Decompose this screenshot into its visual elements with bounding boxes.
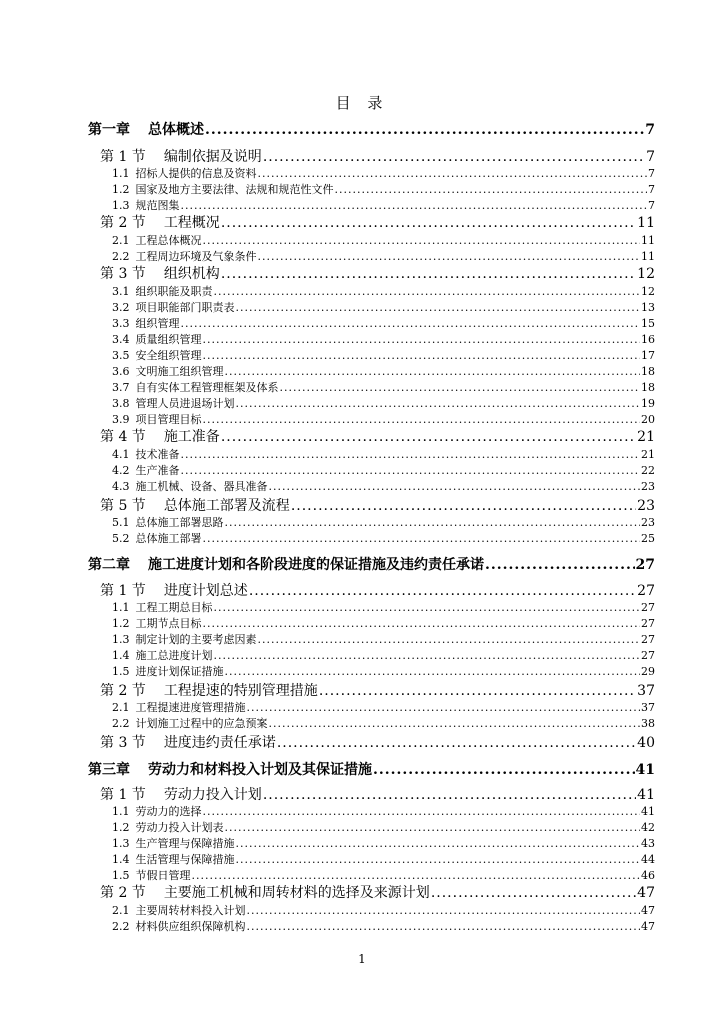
toc-entry-item[interactable]: [112, 664, 655, 679]
toc-entry-number: 2.1: [112, 701, 130, 714]
toc-entry-item[interactable]: [112, 868, 655, 883]
toc-entry-page: 11: [641, 234, 655, 247]
toc-entry-label: [100, 497, 290, 516]
toc-entry-page: 22: [641, 464, 655, 477]
toc-entry-text: 工程提速进度管理措施: [135, 701, 246, 714]
toc-leader-dots: [203, 616, 641, 631]
toc-leader-dots: [263, 786, 636, 805]
toc-entry-text: 主要施工机械和周转材料的选择及来源计划: [163, 885, 430, 901]
toc-entry-label: [112, 348, 202, 363]
toc-entry-number: 第 1 节: [100, 583, 146, 599]
toc-entry-text: 编制依据及说明: [163, 149, 262, 165]
toc-entry-label: [100, 786, 262, 805]
toc-entry-number: 2.1: [112, 904, 130, 917]
toc-entry-label: [88, 760, 372, 780]
toc-entry-item[interactable]: [112, 182, 655, 197]
toc-entry-text: 项目职能部门职责表: [135, 301, 235, 314]
toc-entry-item[interactable]: [112, 249, 655, 264]
toc-entry-number: 1.3: [112, 633, 130, 646]
toc-entry-text: 质量组织管理: [135, 333, 202, 346]
toc-entry-number: 1.2: [112, 183, 130, 196]
toc-entry-text: 技术准备: [135, 448, 180, 461]
toc-leader-dots: [236, 396, 641, 411]
toc-entry-label: [100, 734, 276, 753]
toc-entry-page: 18: [641, 381, 655, 394]
toc-entry-item[interactable]: [112, 166, 655, 181]
toc-leader-dots: [225, 515, 641, 530]
toc-leader-dots: [203, 332, 641, 347]
toc-entry-number: 1.2: [112, 821, 130, 834]
toc-entry-number: 3.9: [112, 413, 130, 426]
toc-leader-dots: [258, 632, 641, 647]
toc-entry-page: 37: [637, 683, 655, 699]
toc-entry-label: [112, 868, 191, 883]
toc-entry-text: 文明施工组织管理: [135, 365, 224, 378]
toc-entry-label: [112, 300, 235, 315]
toc-entry-number: 1.3: [112, 837, 130, 850]
toc-leader-dots: [192, 868, 641, 883]
toc-entry-item[interactable]: [112, 316, 655, 331]
toc-entry-number: 1.5: [112, 869, 130, 882]
toc-entry-label: [112, 332, 202, 347]
toc-entry-page: 7: [648, 167, 655, 180]
toc-entry-item[interactable]: [112, 700, 655, 715]
toc-entry-item[interactable]: [112, 396, 655, 411]
toc-entry-label: [100, 582, 248, 601]
toc-entry-label: [88, 120, 204, 140]
toc-entry-page: 15: [641, 317, 655, 330]
toc-entry-item[interactable]: [112, 903, 655, 918]
toc-entry-page: 12: [641, 285, 655, 298]
toc-entry-page: 27: [641, 617, 655, 630]
toc-entry-number: 5.2: [112, 532, 130, 545]
toc-entry-page: 27: [641, 601, 655, 614]
toc-entry-label: [112, 380, 279, 395]
toc-leader-dots: [249, 582, 636, 601]
page-number: 1: [358, 952, 366, 966]
toc-entry-number: 3.6: [112, 365, 130, 378]
toc-leader-dots: [319, 682, 636, 701]
toc-entry-label: [112, 852, 235, 867]
toc-entry-item[interactable]: [112, 300, 655, 315]
toc-entry-page: 7: [646, 149, 655, 165]
toc-leader-dots: [203, 412, 641, 427]
toc-entry-label: [112, 316, 180, 331]
toc-entry-page: 29: [641, 665, 655, 678]
toc-entry-number: 1.2: [112, 617, 130, 630]
toc-entry-page: 21: [637, 429, 655, 445]
toc-entry-label: [112, 632, 257, 647]
toc-entry-number: 3.8: [112, 397, 130, 410]
toc-entry-number: 第 2 节: [100, 215, 146, 231]
toc-entry-chapter[interactable]: [88, 760, 655, 780]
toc-entry-text: 管理人员进退场计划: [135, 397, 235, 410]
toc-entry-item[interactable]: [112, 804, 655, 819]
toc-entry-page: 37: [641, 701, 655, 714]
toc-entry-number: 2.2: [112, 920, 130, 933]
toc-entry-item[interactable]: [112, 198, 655, 213]
toc-entry-item[interactable]: [112, 233, 655, 248]
toc-entry-item[interactable]: [112, 348, 655, 363]
toc-leader-dots: [221, 214, 636, 233]
toc-entry-page: 27: [641, 633, 655, 646]
toc-entry-item[interactable]: [112, 332, 655, 347]
toc-entry-label: [112, 820, 224, 835]
toc-entry-text: 劳动力和材料投入计划及其保证措施: [148, 762, 372, 778]
toc-entry-item[interactable]: [112, 531, 655, 546]
toc-leader-dots: [269, 716, 641, 731]
toc-entry-page: 27: [641, 649, 655, 662]
toc-entry-number: 5.1: [112, 516, 130, 529]
toc-entry-number: 第 5 节: [100, 498, 146, 514]
toc-entry-text: 安全组织管理: [135, 349, 202, 362]
toc-entry-section[interactable]: [100, 682, 655, 701]
toc-entry-number: 第二章: [88, 557, 130, 573]
toc-entry-text: 工程工期总目标: [135, 601, 213, 614]
toc-entry-text: 生产管理与保障措施: [135, 837, 235, 850]
toc-entry-label: [112, 233, 202, 248]
toc-entry-page: 16: [641, 333, 655, 346]
toc-entry-page: 25: [641, 532, 655, 545]
toc-leader-dots: [431, 884, 636, 903]
toc-leader-dots: [205, 120, 644, 140]
toc-leader-dots: [221, 428, 636, 447]
toc-entry-label: [112, 600, 213, 615]
toc-entry-number: 第 3 节: [100, 735, 146, 751]
toc-entry-number: 4.2: [112, 464, 130, 477]
toc-entry-text: 制定计划的主要考虑因素: [135, 633, 257, 646]
toc-entry-item[interactable]: [112, 648, 655, 663]
toc-entry-number: 第 1 节: [100, 787, 146, 803]
toc-entry-label: [112, 664, 224, 679]
toc-leader-dots: [214, 648, 641, 663]
toc-entry-section[interactable]: [100, 786, 655, 805]
toc-entry-item[interactable]: [112, 463, 655, 478]
toc-entry-label: [112, 836, 235, 851]
toc-entry-page: 27: [635, 557, 655, 573]
toc-entry-label: [112, 412, 202, 427]
toc-entry-text: 组织管理: [135, 317, 180, 330]
toc-entry-page: 41: [635, 762, 655, 778]
toc-entry-section[interactable]: [100, 497, 655, 516]
toc-entry-text: 生活管理与保障措施: [135, 853, 235, 866]
toc-entry-label: [112, 364, 224, 379]
toc-entry-number: 1.4: [112, 649, 130, 662]
toc-entry-text: 工期节点目标: [135, 617, 202, 630]
toc-entry-page: 11: [637, 215, 655, 231]
toc-leader-dots: [247, 919, 641, 934]
toc-entry-number: 1.1: [112, 601, 130, 614]
toc-entry-text: 生产准备: [135, 464, 180, 477]
toc-entry-number: 1.1: [112, 167, 130, 180]
toc-entry-section[interactable]: [100, 884, 655, 903]
toc-entry-text: 组织职能及职责: [135, 285, 213, 298]
toc-leader-dots: [236, 300, 641, 315]
toc-entry-item[interactable]: [112, 836, 655, 851]
toc-entry-text: 工程周边环境及气象条件: [135, 250, 257, 263]
toc-entry-text: 材料供应组织保障机构: [135, 920, 246, 933]
toc-entry-text: 施工总进度计划: [135, 649, 213, 662]
toc-entry-page: 41: [641, 805, 655, 818]
toc-leader-dots: [181, 463, 641, 478]
toc-entry-text: 进度计划保证措施: [135, 665, 224, 678]
toc-entry-chapter[interactable]: [88, 555, 655, 575]
toc-entry-text: 主要周转材料投入计划: [135, 904, 246, 917]
toc-entry-section[interactable]: [100, 214, 655, 233]
toc-entry-label: [100, 428, 220, 447]
toc-entry-label: [100, 148, 262, 167]
toc-leader-dots: [373, 760, 635, 780]
toc-entry-label: [100, 214, 220, 233]
toc-entry-item[interactable]: [112, 852, 655, 867]
toc-entry-label: [88, 555, 484, 575]
toc-entry-label: [112, 515, 224, 530]
toc-entry-section[interactable]: [100, 265, 655, 284]
toc-leader-dots: [203, 531, 641, 546]
toc-leader-dots: [225, 664, 641, 679]
toc-entry-page: 47: [641, 904, 655, 917]
toc-entry-section[interactable]: [100, 428, 655, 447]
toc-entry-number: 3.7: [112, 381, 130, 394]
toc-entry-page: 23: [641, 480, 655, 493]
toc-entry-page: 7: [648, 199, 655, 212]
toc-entry-text: 工程概况: [163, 215, 220, 231]
toc-entry-text: 总体施工部署及流程: [163, 498, 290, 514]
toc-entry-text: 规范图集: [135, 199, 180, 212]
toc-entry-text: 工程总体概况: [135, 234, 202, 247]
toc-entry-text: 工程提速的特别管理措施: [163, 683, 318, 699]
toc-entry-number: 第 4 节: [100, 429, 146, 445]
toc-entry-page: 7: [648, 183, 655, 196]
toc-leader-dots: [258, 166, 648, 181]
toc-entry-text: 施工准备: [163, 429, 220, 445]
toc-entry-label: [112, 616, 202, 631]
toc-leader-dots: [258, 249, 641, 264]
toc-leader-dots: [263, 148, 645, 167]
toc-leader-dots: [225, 820, 641, 835]
toc-leader-dots: [225, 364, 641, 379]
toc-entry-number: 第 2 节: [100, 683, 146, 699]
toc-entry-number: 4.3: [112, 480, 130, 493]
toc-leader-dots: [181, 198, 648, 213]
toc-entry-label: [112, 700, 246, 715]
toc-entry-item[interactable]: [112, 412, 655, 427]
toc-entry-page: 41: [637, 787, 655, 803]
toc-entry-page: 42: [641, 821, 655, 834]
toc-leader-dots: [335, 182, 648, 197]
toc-entry-page: 47: [637, 885, 655, 901]
toc-entry-text: 节假日管理: [135, 869, 191, 882]
toc-entry-page: 20: [641, 413, 655, 426]
toc-entry-number: 3.3: [112, 317, 130, 330]
toc-entry-page: 43: [641, 837, 655, 850]
toc-entry-item[interactable]: [112, 600, 655, 615]
toc-entry-section[interactable]: [100, 734, 655, 753]
toc-entry-label: [112, 198, 180, 213]
toc-entry-text: 自有实体工程管理框架及体系: [135, 381, 279, 394]
toc-entry-item[interactable]: [112, 919, 655, 934]
toc-leader-dots: [214, 600, 641, 615]
toc-entry-number: 第 3 节: [100, 266, 146, 282]
toc-entry-item[interactable]: [112, 364, 655, 379]
toc-leader-dots: [280, 380, 641, 395]
toc-entry-page: 23: [641, 516, 655, 529]
toc-entry-text: 劳动力投入计划: [163, 787, 262, 803]
toc-leader-dots: [203, 348, 641, 363]
toc-entry-page: 40: [637, 735, 655, 751]
toc-entry-page: 38: [641, 717, 655, 730]
toc-entry-number: 1.1: [112, 805, 130, 818]
toc-entry-number: 4.1: [112, 448, 130, 461]
toc-entry-text: 总体概述: [148, 122, 204, 138]
toc-entry-number: 1.5: [112, 665, 130, 678]
toc-entry-label: [112, 903, 246, 918]
toc-leader-dots: [236, 852, 641, 867]
toc-entry-label: [112, 249, 257, 264]
toc-entry-label: [112, 531, 202, 546]
toc-entry-page: 12: [637, 266, 655, 282]
toc-entry-text: 国家及地方主要法律、法规和规范性文件: [135, 183, 334, 196]
toc-entry-section[interactable]: [100, 582, 655, 601]
toc-entry-label: [112, 804, 202, 819]
toc-entry-text: 项目管理目标: [135, 413, 202, 426]
toc-entry-number: 第 1 节: [100, 149, 146, 165]
toc-entry-number: 3.5: [112, 349, 130, 362]
toc-entry-page: 11: [641, 250, 655, 263]
toc-entry-label: [100, 884, 430, 903]
toc-entry-item[interactable]: [112, 632, 655, 647]
toc-leader-dots: [269, 479, 641, 494]
toc-entry-label: [112, 447, 180, 462]
toc-leader-dots: [203, 233, 641, 248]
toc-entry-label: [112, 284, 213, 299]
toc-entry-label: [112, 463, 180, 478]
toc-entry-label: [112, 166, 257, 181]
toc-leader-dots: [181, 316, 641, 331]
toc-entry-number: 第 2 节: [100, 885, 146, 901]
toc-entry-page: 27: [637, 583, 655, 599]
toc-entry-text: 施工机械、设备、器具准备: [135, 480, 268, 493]
toc-entry-page: 23: [637, 498, 655, 514]
toc-entry-number: 3.1: [112, 285, 130, 298]
toc-entry-item[interactable]: [112, 447, 655, 462]
toc-entry-page: 21: [641, 448, 655, 461]
toc-entry-label: [100, 265, 220, 284]
toc-entry-label: [112, 479, 268, 494]
toc-entry-text: 招标人提供的信息及资料: [135, 167, 257, 180]
toc-leader-dots: [203, 804, 641, 819]
toc-leader-dots: [485, 555, 635, 575]
toc-entry-item[interactable]: [112, 284, 655, 299]
toc-entry-page: 17: [641, 349, 655, 362]
toc-leader-dots: [221, 265, 636, 284]
toc-entry-number: 3.4: [112, 333, 130, 346]
toc-entry-page: 18: [641, 365, 655, 378]
toc-entry-page: 7: [645, 122, 655, 138]
toc-entry-page: 13: [641, 301, 655, 314]
toc-entry-text: 总体施工部署: [135, 532, 202, 545]
toc-entry-label: [112, 396, 235, 411]
toc-entry-text: 组织机构: [163, 266, 220, 282]
toc-leader-dots: [247, 903, 641, 918]
toc-entry-page: 44: [641, 853, 655, 866]
toc-leader-dots: [247, 700, 641, 715]
toc-entry-label: [112, 919, 246, 934]
toc-entry-text: 进度计划总述: [163, 583, 248, 599]
toc-entry-number: 2.2: [112, 717, 130, 730]
toc-entry-text: 劳动力的选择: [135, 805, 202, 818]
toc-entry-number: 1.3: [112, 199, 130, 212]
toc-leader-dots: [236, 836, 641, 851]
toc-entry-number: 1.4: [112, 853, 130, 866]
toc-entry-page: 46: [641, 869, 655, 882]
toc-entry-text: 劳动力投入计划表: [135, 821, 224, 834]
toc-entry-text: 进度违约责任承诺: [163, 735, 276, 751]
toc-entry-section[interactable]: [100, 148, 655, 167]
toc-entry-number: 第三章: [88, 762, 130, 778]
toc-entry-label: [100, 682, 318, 701]
toc-leader-dots: [291, 497, 636, 516]
toc-entry-page: 47: [641, 920, 655, 933]
toc-leader-dots: [277, 734, 636, 753]
toc-entry-number: 第一章: [88, 122, 130, 138]
toc-entry-text: 总体施工部署思路: [135, 516, 224, 529]
toc-entry-number: 2.1: [112, 234, 130, 247]
toc-entry-item[interactable]: [112, 479, 655, 494]
toc-entry-item[interactable]: [112, 820, 655, 835]
toc-leader-dots: [181, 447, 641, 462]
toc-entry-item[interactable]: [112, 515, 655, 530]
toc-entry-label: [112, 716, 268, 731]
toc-entry-label: [112, 648, 213, 663]
toc-entry-number: 3.2: [112, 301, 130, 314]
toc-entry-item[interactable]: [112, 380, 655, 395]
toc-entry-text: 施工进度计划和各阶段进度的保证措施及违约责任承诺: [148, 557, 484, 573]
toc-entry-chapter[interactable]: [88, 120, 655, 140]
toc-title: 目 录: [335, 94, 389, 112]
toc-leader-dots: [214, 284, 641, 299]
toc-entry-item[interactable]: [112, 716, 655, 731]
toc-entry-number: 2.2: [112, 250, 130, 263]
toc-entry-text: 计划施工过程中的应急预案: [135, 717, 268, 730]
toc-entry-label: [112, 182, 334, 197]
toc-entry-item[interactable]: [112, 616, 655, 631]
toc-entry-page: 19: [641, 397, 655, 410]
